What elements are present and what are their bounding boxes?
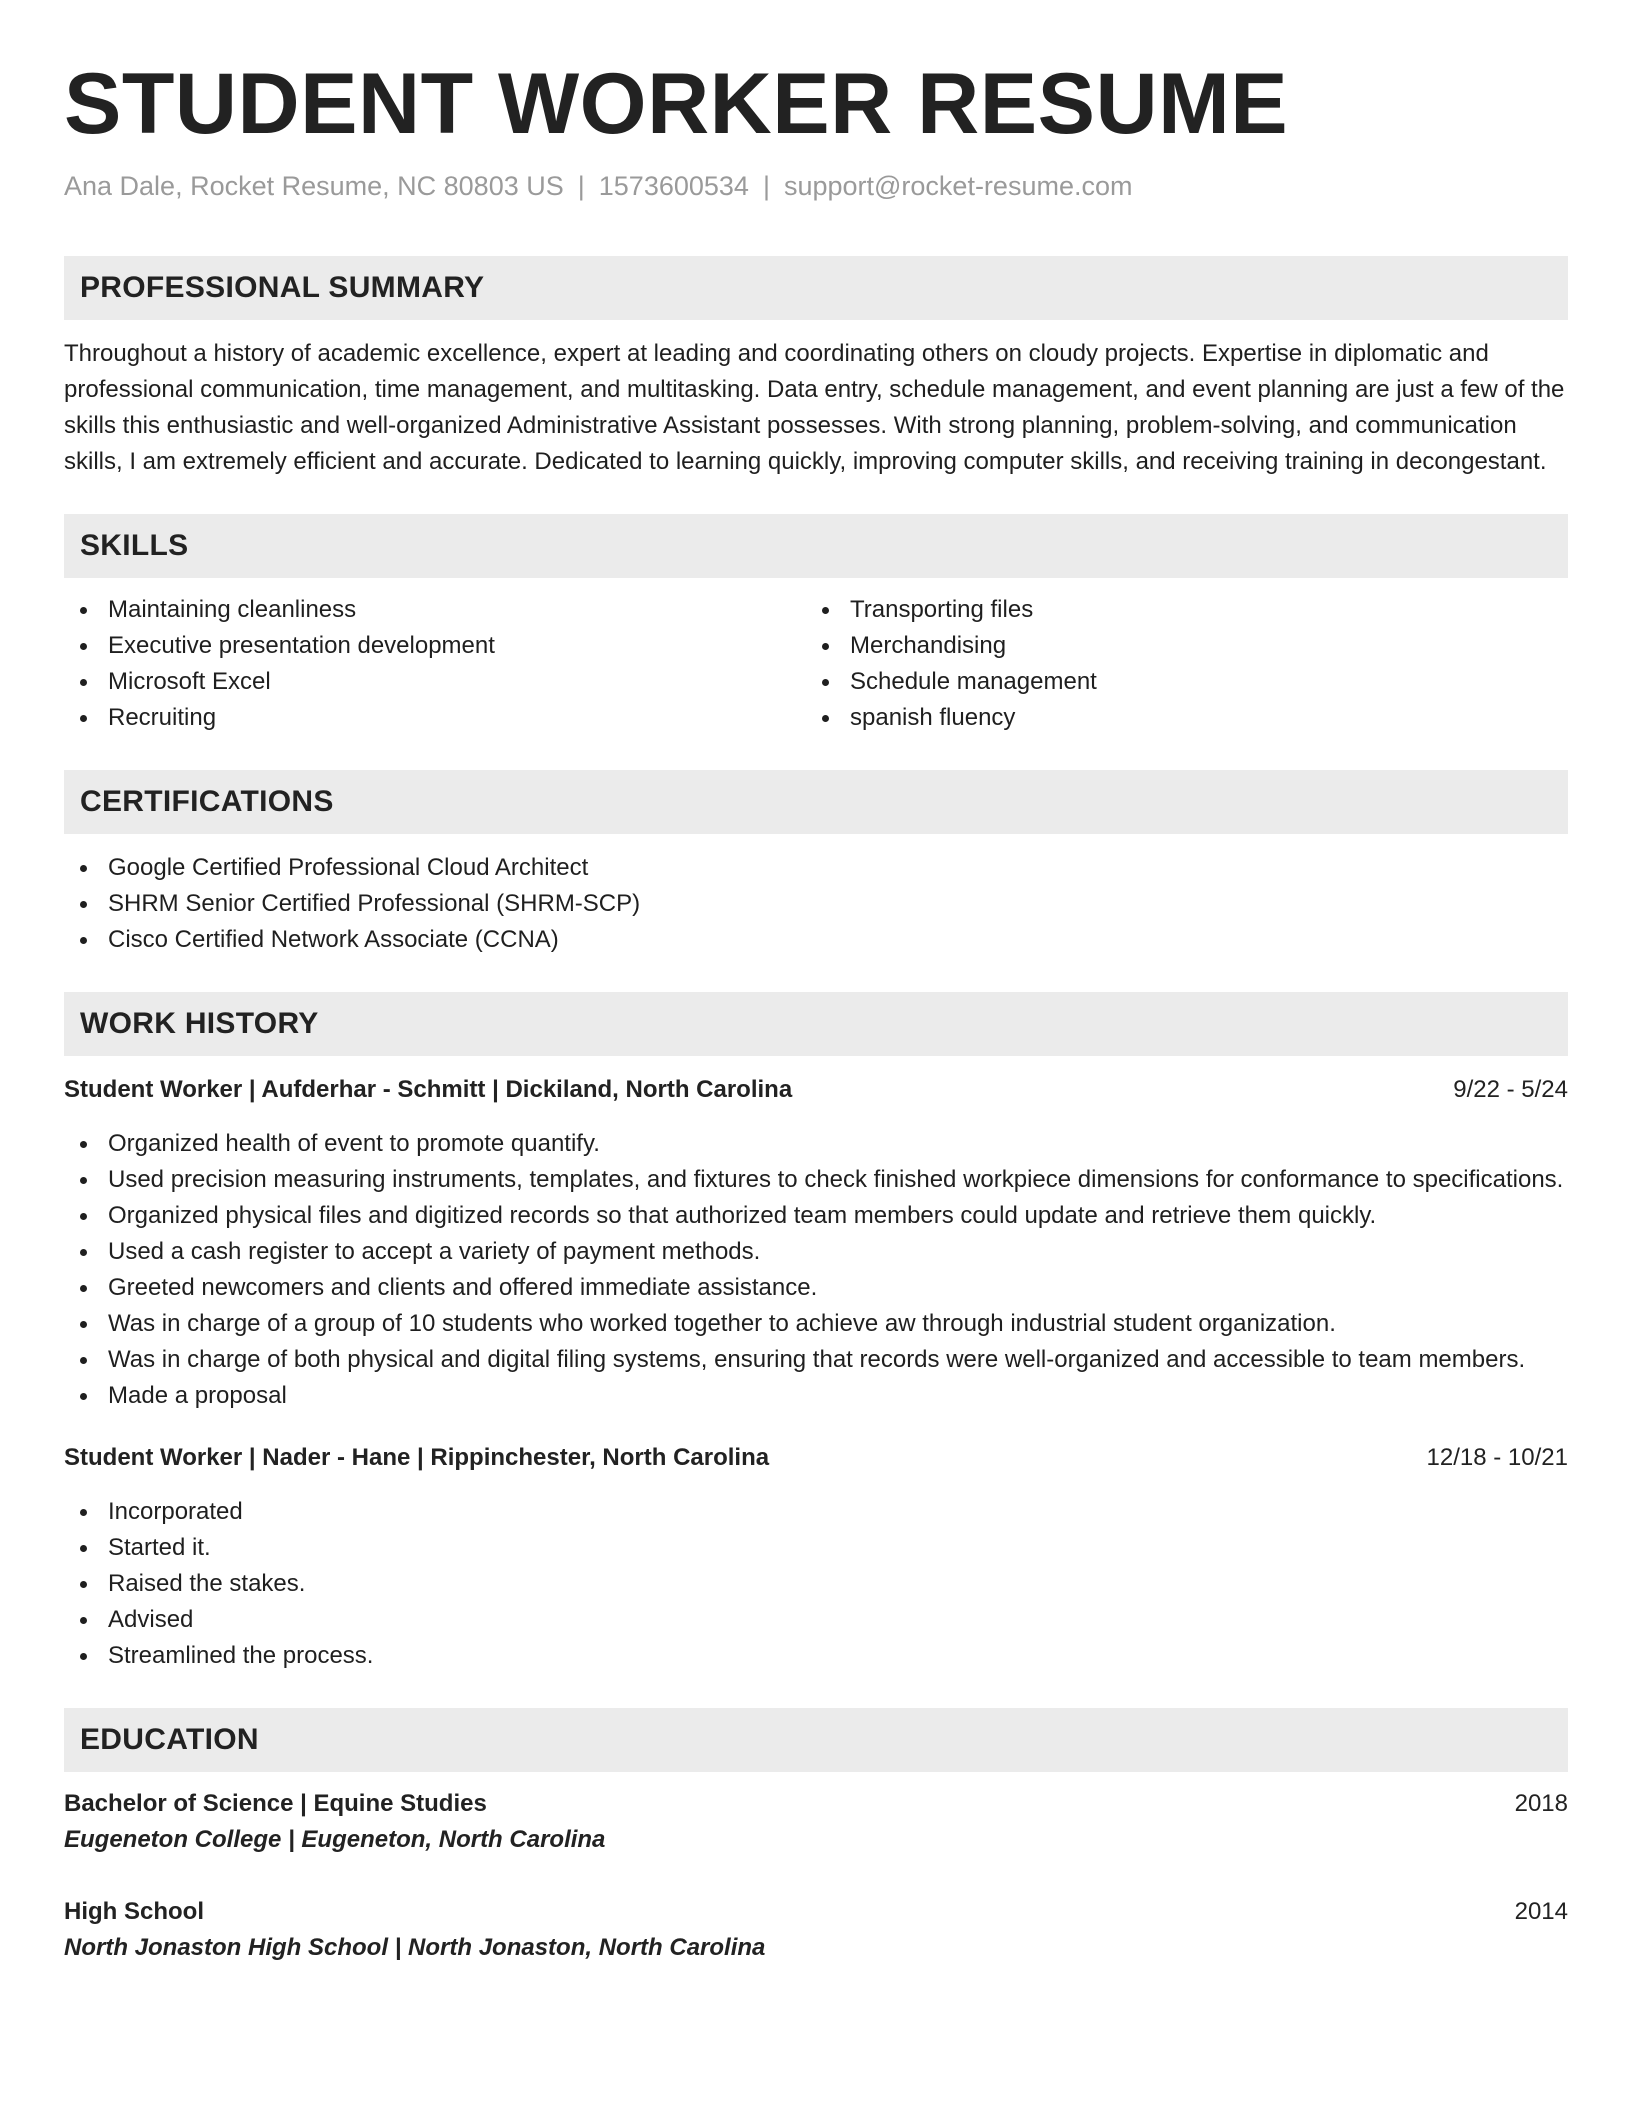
job-bullet: Advised (64, 1602, 1568, 1638)
job-bullet: Started it. (64, 1530, 1568, 1566)
certifications-list (64, 850, 1568, 958)
skill-item: Maintaining cleanliness (64, 592, 806, 628)
certification-item: Cisco Certified Network Associate (CCNA) (64, 922, 1568, 958)
job-bullet: Incorporated (64, 1494, 1568, 1530)
section-heading-work-history: WORK HISTORY (64, 992, 1568, 1056)
contact-address: Ana Dale, Rocket Resume, NC 80803 US (64, 171, 564, 201)
skill-item: spanish fluency (806, 700, 1548, 736)
job-bullet: Was in charge of a group of 10 students who worked together to achieve aw through industrial student organization. (64, 1306, 1568, 1342)
job-bullet: Organized physical files and digitized records so that authorized team members could update and retrieve them quickly. (64, 1198, 1568, 1234)
job-bullet: Streamlined the process. (64, 1638, 1568, 1674)
skill-item: Microsoft Excel (64, 664, 806, 700)
job-header (64, 1440, 1568, 1476)
education-header (64, 1786, 1568, 1822)
job-bullets (64, 1126, 1568, 1414)
education-school: Eugeneton College | Eugeneton, North Carolina (64, 1826, 606, 1853)
certification-item: Google Certified Professional Cloud Architect (64, 850, 1568, 886)
job-header (64, 1072, 1568, 1108)
resume-title: STUDENT WORKER RESUME (64, 56, 1289, 152)
education-year: 2018 (1514, 1790, 1568, 1817)
job-bullet: Made a proposal (64, 1378, 1568, 1414)
education-header (64, 1894, 1568, 1930)
section-heading-certifications: CERTIFICATIONS (64, 770, 1568, 834)
summary-text: Throughout a history of academic excellence, expert at leading and coordinating others on cloudy projects. Expertise in diplomatic and professional communication, time management, and multitasking. Data entry, schedule management, and event planning are just a few of the skills this enthusiastic and well-organized Administrative Assistant possesses. With strong planning, problem-solving, and communication skills, I am extremely efficient and accurate. Dedicated to learning quickly, improving computer skills, and receiving training in decongestant. (64, 340, 1565, 475)
section-heading-education: EDUCATION (64, 1708, 1568, 1772)
education-year: 2014 (1514, 1898, 1568, 1925)
job-bullet: Raised the stakes. (64, 1566, 1568, 1602)
job-bullet: Greeted newcomers and clients and offered immediate assistance. (64, 1270, 1568, 1306)
contact-line (64, 168, 1568, 204)
skill-item: Transporting files (806, 592, 1548, 628)
education-school: North Jonaston High School | North Jonaston, North Carolina (64, 1934, 766, 1961)
skills-list-right (806, 592, 1548, 736)
skill-item: Recruiting (64, 700, 806, 736)
contact-separator: | (577, 171, 585, 201)
job-bullets (64, 1494, 1568, 1674)
education-degree: Bachelor of Science | Equine Studies (64, 1790, 487, 1817)
skill-item: Schedule management (806, 664, 1548, 700)
education-degree: High School (64, 1898, 204, 1925)
section-heading-summary: PROFESSIONAL SUMMARY (64, 256, 1568, 320)
contact-email: support@rocket-resume.com (783, 171, 1133, 201)
job-bullet: Was in charge of both physical and digital filing systems, ensuring that records were well-organized and accessible to team members. (64, 1342, 1568, 1378)
section-heading-skills: SKILLS (64, 514, 1568, 578)
job-bullet: Used a cash register to accept a variety of payment methods. (64, 1234, 1568, 1270)
contact-separator: | (762, 171, 770, 201)
job-bullet: Organized health of event to promote quantify. (64, 1126, 1568, 1162)
contact-phone: 1573600534 (598, 171, 749, 201)
job-title: Student Worker | Nader - Hane | Rippinchester, North Carolina (64, 1444, 770, 1471)
job-title: Student Worker | Aufderhar - Schmitt | Dickiland, North Carolina (64, 1076, 793, 1103)
skills-list-left (64, 592, 806, 736)
skills-columns (64, 592, 1568, 736)
skill-item: Executive presentation development (64, 628, 806, 664)
job-dates: 9/22 - 5/24 (1453, 1076, 1568, 1103)
skill-item: Merchandising (806, 628, 1548, 664)
job-dates: 12/18 - 10/21 (1426, 1444, 1568, 1471)
certification-item: SHRM Senior Certified Professional (SHRM-SCP) (64, 886, 1568, 922)
job-bullet: Used precision measuring instruments, templates, and fixtures to check finished workpiece dimensions for conformance to specifications. (64, 1162, 1568, 1198)
